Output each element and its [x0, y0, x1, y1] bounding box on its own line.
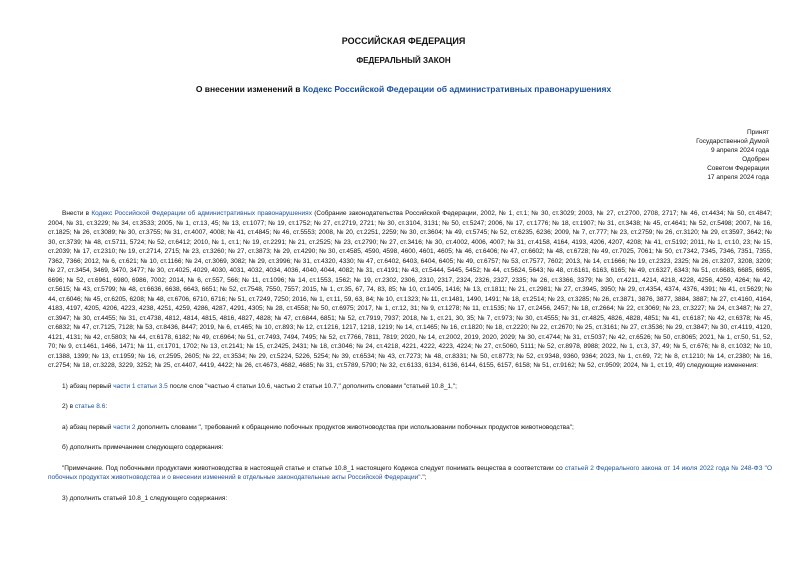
law-title-prefix: О внесении изменений в	[195, 84, 303, 94]
adopted-date: 9 апреля 2024 года	[710, 147, 769, 154]
item-2b: б) дополнить примечанием следующего содержания:	[62, 444, 224, 451]
note-link[interactable]: статьей 2 Федерального закона от 14 июля 2022 года № 248-ФЗ "О побочных продуктах животноводства и о внесении изменений в отдельные законодательные акты Российской Федерации"	[48, 464, 772, 481]
adoption-block	[696, 128, 769, 182]
note-suffix: .";	[420, 474, 427, 481]
item-2a-prefix: а) абзац первый	[62, 423, 114, 431]
item-2a	[48, 423, 772, 433]
header-law-type: ФЕДЕРАЛЬНЫЙ ЗАКОН	[356, 56, 451, 65]
item-1-prefix: 1) абзац первый	[62, 382, 114, 390]
header-federation: РОССИЙСКАЯ ФЕДЕРАЦИЯ	[341, 36, 466, 46]
adopted-label: Принят	[746, 129, 769, 136]
item-2a-link[interactable]: части 2	[113, 423, 136, 431]
item-1-link[interactable]: части 1 статьи 3.5	[113, 382, 168, 390]
law-body	[48, 209, 772, 503]
item-1	[48, 382, 772, 392]
item-1-text: после слов "частью 4 статьи 10.6, частью 2 статьи 10.7," дополнить словами "статьей 10.8_1,";	[167, 382, 457, 390]
item-2-prefix: 2) в	[62, 403, 75, 410]
approved-label: Одобрен	[742, 156, 769, 163]
adopted-body: Государственной Думой	[696, 138, 769, 145]
approved-date: 17 апреля 2024 года	[707, 174, 769, 181]
note-prefix: "Примечание. Под побочными продуктами животноводства в настоящей статье и статье 10.8_1 настоящего Кодекса следует понимать вещества в соответствии со	[62, 464, 565, 472]
intro-prefix: Внести в	[62, 210, 92, 217]
item-3: 3) дополнить статьей 10.8_1 следующего содержания:	[62, 494, 228, 502]
note-paragraph	[48, 464, 772, 483]
item-2-suffix: :	[105, 403, 108, 410]
codex-link[interactable]: Кодекс Российской Федерации об административных правонарушениях	[302, 84, 612, 94]
approved-body: Советом Федерации	[707, 165, 769, 172]
item-2a-text: дополнить словами ", требований к обращению побочных продуктов животноводства при использовании побочных продуктов животноводства";	[135, 423, 574, 431]
intro-text: (Собрание законодательства Российской Федерации, 2002, № 1, ст.1; № 30, ст.3029; 2003, № 27, ст.2700, 2708, 2717; № 46, ст.4434; № 50, ст.4847; 2004, № 31, ст.3229; № 34, ст.3533; 2005, № 1, ст.13, 45; № 13, ст.1077; № 19, ст.1752; № 27, ст.2719, 2721; № 30, ст.3104, 3131; № 50, ст.5247; 2006, № 17, ст.1776; № 18, ст.1907; № 31, ст.3438; № 45, ст.4641; № 52, ст.5498; 2007, № 16, ст.1825; № 26, ст.3089; № 30, ст.3755; № 31, ст.4007, 4008; № 41, ст.4845; № 46, ст.5553; 2008, № 20, ст.2251, 2259; № 30, ст.3604; № 49, ст.5745; № 52, ст.6235, 6236; 2009, № 7, ст.777; № 23, ст.2759; № 26, ст.3120; № 29, ст.3597, 3642; № 30, ст.3739; № 48, ст.5711, 5724; № 52, ст.6412; 2010, № 1, ст.1; № 19, ст.2291; № 21, ст.2525; № 23, ст.2790; № 27, ст.3416; № 30, ст.4002, 4006, 4007; № 31, ст.4158, 4164, 4193, 4206, 4207, 4208; № 41, ст.5192; 2011, № 1, ст.10, 23; № 15, ст.2039; № 17, ст.2310; № 19, ст.2714, 2715; № 23, ст.3260; № 27, ст.3873; № 29, ст.4290; № 30, ст.4585, 4590, 4598, 4600, 4601, 4605; № 46, ст.6406; № 47, ст.6602; № 48, ст.6728; № 49, ст.7025, 7061; № 50, ст.7342, 7345, 7346, 7351, 7355, 7362, 7366; 2012, № 6, ст.621; № 10, ст.1166; № 24, ст.3069, 3082; № 29, ст.3996; № 31, ст.4320, 4330; № 47, ст.6402, 6403, 6404, 6405; № 49, ст.6757; № 53, ст.7577, 7602; 2013, № 14, ст.1666; № 19, ст.2323, 2325; № 26, ст.3207, 3208, 3209; № 27, ст.3454, 3469, 3470, 3477; № 30, ст.4025, 4029, 4030, 4031, 4032, 4034, 4036, 4040, 4044, 4082; № 31, ст.4191; № 43, ст.5444, 5445, 5452; № 44, ст.5624, 5643; № 48, ст.6161, 6163, 6165; № 49, ст.6327, 6343; № 51, ст.6683, 6685, 6695, 6696; № 52, ст.6961, 6980, 6986, 7002; 2014, № 6, ст.557, 566; № 11, ст.1096; № 14, ст.1553, 1562; № 19, ст.2302, 2306, 2310, 2317, 2324, 2326, 2327, 2335; № 26, ст.3366, 3379; № 30, ст.4211, 4214, 4218, 4228, 4256, 4259, 4264; № 42, ст.5615; № 43, ст.5799; № 48, ст.6636, 6638, 6643, 6651; № 52, ст.7548, 7550, 7557; 2015, № 1, ст.35, 67, 74, 83, 85; № 10, ст.1405, 1416; № 13, ст.1811; № 21, ст.2981; № 27, ст.3945, 3950; № 29, ст.4354, 4374, 4376, 4391; № 41, ст.5629; № 44, ст.6046; № 45, ст.6205, 6208; № 48, ст.6706, 6710, 6716; № 51, ст.7249, 7250; 2016, № 1, ст.11, 59, 63, 84; № 10, ст.1323; № 11, ст.1481, 1490, 1491; № 18, ст.2514; № 23, ст.3285; № 26, ст.3871, 3876, 3877, 3884, 3887; № 27, ст.4160, 4164, 4183, 4197, 4205, 4206, 4223, 4238, 4251, 4259, 4286, 4287, 4291, 4305; № 28, ст.4558; № 50, ст.6975; 2017, № 1, ст.12, 31; № 9, ст.1278; № 11, ст.1535; № 17, ст.2456, 2457; № 18, ст.2664; № 22, ст.3069; № 23, ст.3227; № 24, ст.3487; № 27, ст.3947; № 30, ст.4455; № 31, ст.4738, 4812, 4814, 4815, 4816, 4827, 4828; № 47, ст.6844, 6851; № 52, ст.7919, 7937; 2018, № 1, ст.21, 30, 35; № 7, ст.973; № 30, ст.4555; № 31, ст.4825, 4826, 4828, 4851; № 41, ст.6187; № 42, ст.6378; № 45, ст.6832; № 47, ст.7125, 7128; № 53, ст.8436, 8447; 2019, № 6, ст.465; № 10, ст.893; № 12, ст.1216, 1217, 1218, 1219; № 14, ст.1465; № 16, ст.1820; № 18, ст.2220; № 22, ст.2670; № 25, ст.3161; № 27, ст.3536; № 29, ст.3847; № 30, ст.4119, 4120, 4121, 4131; № 42, ст.5803; № 44, ст.6178, 6182; № 49, ст.6964; № 51, ст.7493, 7494, 7495; № 52, ст.7766, 7811, 7819; 2020, № 14, ст.2002, 2019, 2020, 2029; № 30, ст.4744; № 31, ст.5037; № 42, ст.6526; № 50, ст.8065; 2021, № 1, ст.50, 51, 52, 70; № 9, ст.1461, 1466, 1471; № 11, ст.1701, 1702; № 13, ст.2141; № 15, ст.2425, 2431; № 18, ст.3046; № 24, ст.4218, 4221, 4222, 4223, 4224; № 27, ст.5060, 5111; № 52, ст.8978, 8988; 2022, № 1, ст.3, 37, 49; № 5, ст.676; № 8, ст.1032; № 10, ст.1388, 1399; № 13, ст.1959; № 16, ст.2595, 2605; № 22, ст.3534; № 29, ст.5224, 5226, 5254; № 39, ст.6534; № 43, ст.7273; № 48, ст.8331; № 50, ст.8773; № 52, ст.9348, 9360, 9364; 2023, № 1, ст.69, 72; № 8, ст.1210; № 14, ст.2380; № 16, ст.2754; № 18, ст.3228, 3229, 3252; № 25, ст.4407, 4419, 4422; № 26, ст.4673, 4682, 4685; № 31, ст.5789, 5790; № 32, ст.6133, 6134, 6136, 6144, 6155, 6157, 6158; № 51, ст.9162; № 52, ст.9509; 2024, № 1, ст.19, 49) следующие изменения:	[48, 210, 772, 369]
intro-codex-link[interactable]: Кодекс Российской Федерации об административных правонарушениях	[91, 210, 312, 217]
item-2-link[interactable]: статье 8.6	[74, 403, 106, 410]
intro-paragraph	[48, 209, 772, 371]
law-title	[0, 84, 807, 94]
item-2	[48, 402, 772, 412]
